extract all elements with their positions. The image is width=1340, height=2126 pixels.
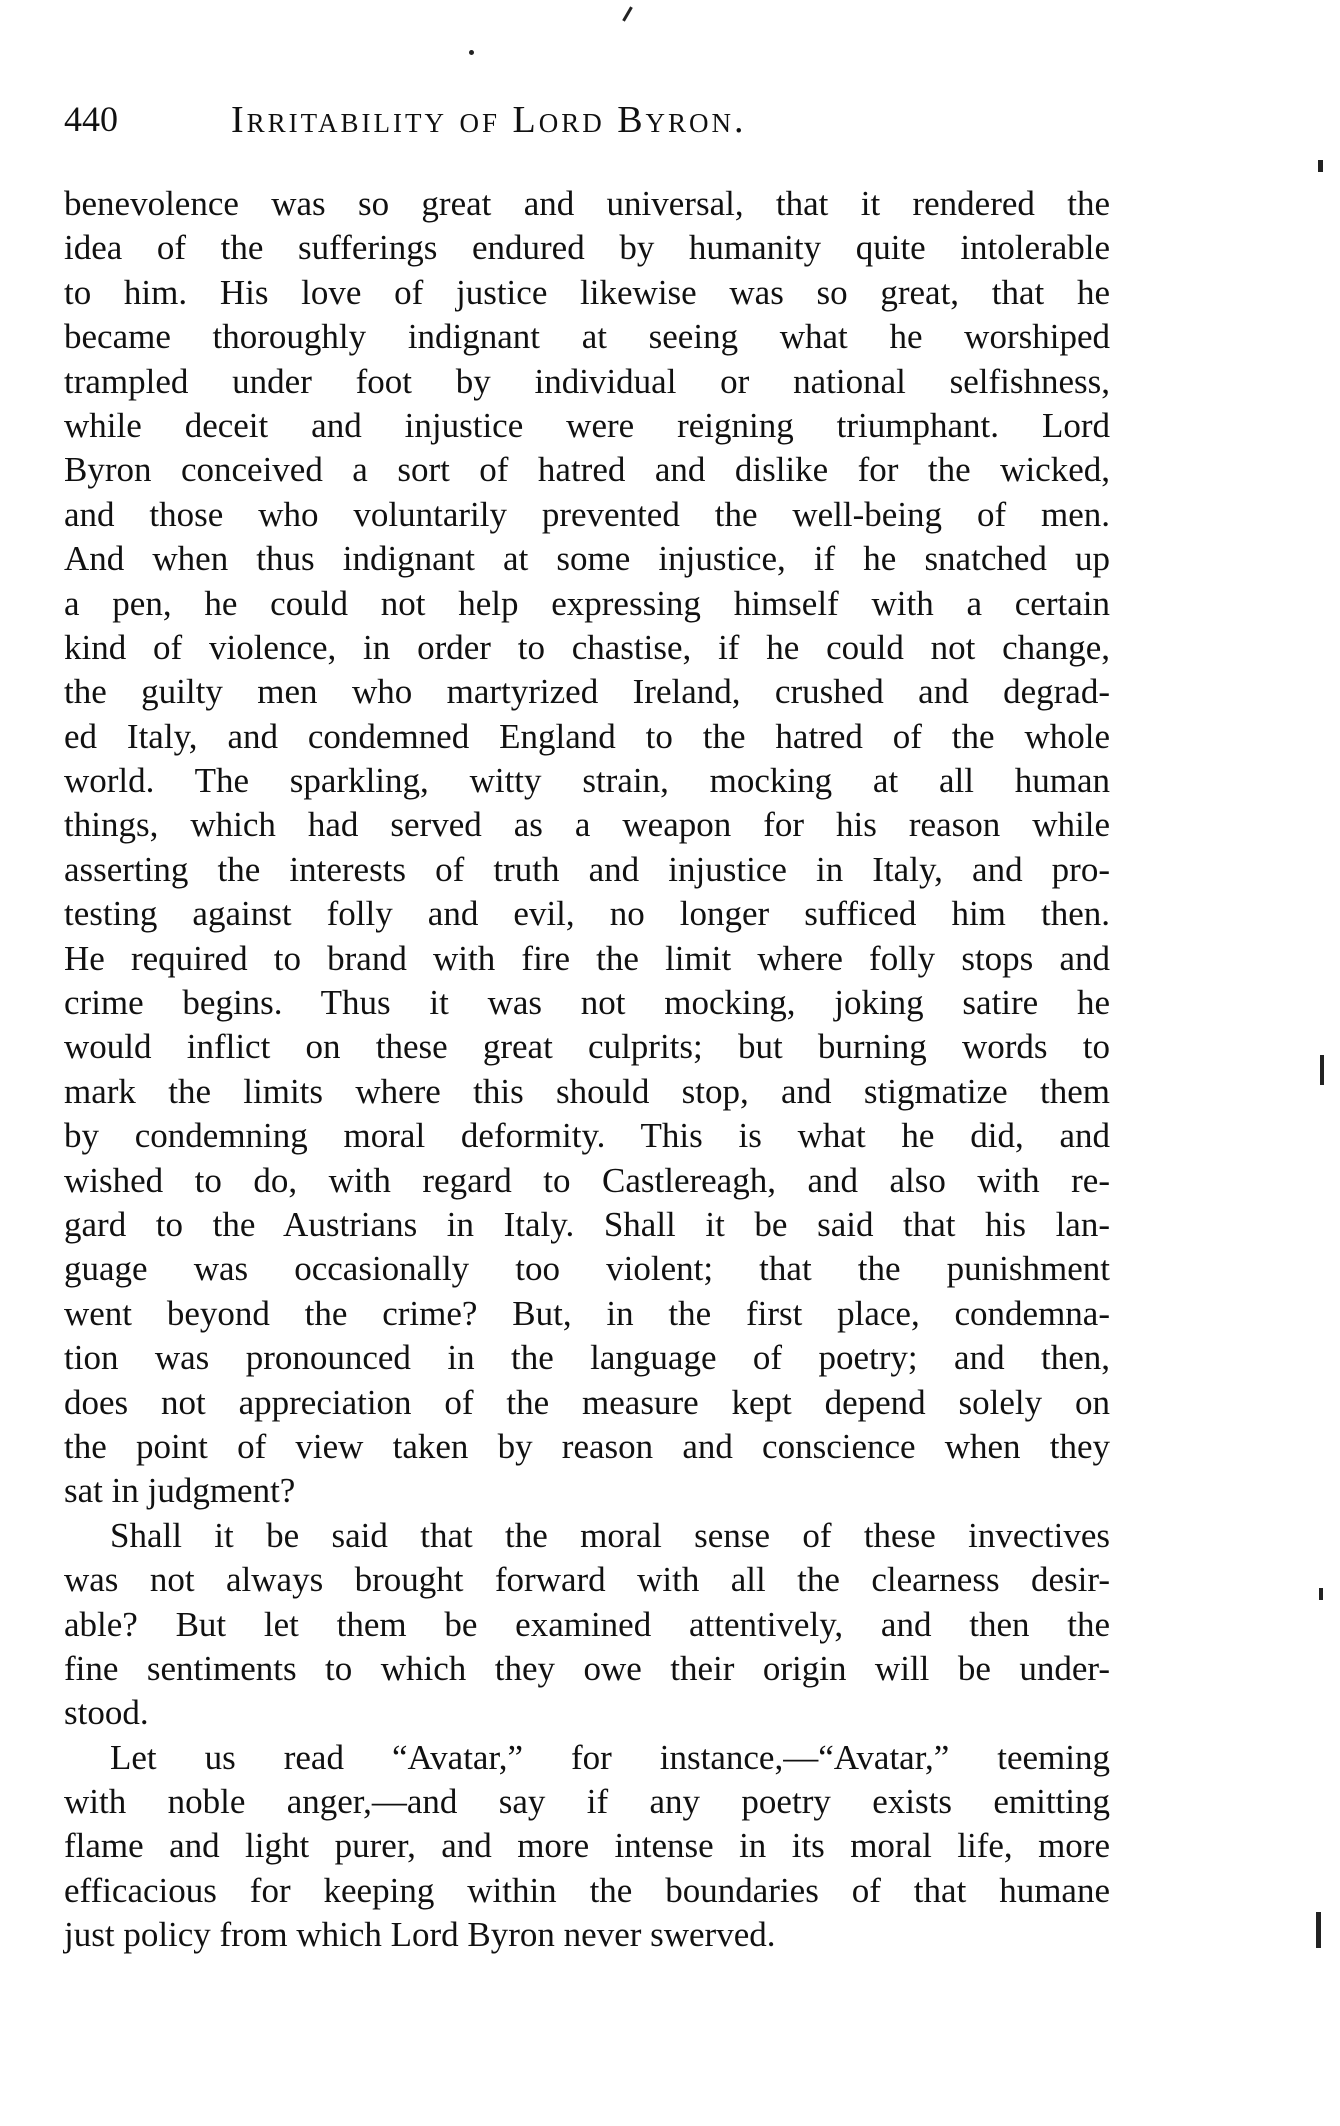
margin-mark bbox=[1318, 160, 1323, 172]
text-line: He required to brand with fire the limit where folly stops and bbox=[64, 938, 1110, 978]
paragraph bbox=[64, 1736, 1110, 1958]
text-line: Shall it be said that the moral sense of these invectives bbox=[110, 1515, 1110, 1555]
text-line: with noble anger,—and say if any poetry exists emitting bbox=[64, 1782, 1110, 1822]
text-line: things, which had served as a weapon for his reason while bbox=[64, 805, 1110, 845]
page-number: 440 bbox=[64, 99, 118, 139]
text-line: a pen, he could not help expressing himself with a certain bbox=[64, 583, 1110, 623]
margin-mark bbox=[1316, 1912, 1321, 1948]
text-line: efficacious for keeping within the boundaries of that humane bbox=[64, 1870, 1110, 1910]
text-line: went beyond the crime? But, in the first place, condemna- bbox=[64, 1293, 1110, 1333]
text-line: the point of view taken by reason and conscience when they bbox=[64, 1426, 1110, 1466]
paragraph bbox=[64, 182, 1110, 1514]
text-line: while deceit and injustice were reigning triumphant. Lord bbox=[64, 405, 1110, 445]
text-line: tion was pronounced in the language of poetry; and then, bbox=[64, 1338, 1110, 1378]
text-line: Byron conceived a sort of hatred and dislike for the wicked, bbox=[64, 450, 1110, 490]
text-line: guage was occasionally too violent; that the punishment bbox=[64, 1249, 1110, 1289]
text-line: kind of violence, in order to chastise, if he could not change, bbox=[64, 627, 1110, 667]
text-line: able? But let them be examined attentively, and then the bbox=[64, 1604, 1110, 1644]
running-title: Irritability of Lord Byron. bbox=[231, 99, 747, 141]
text-line: benevolence was so great and universal, that it rendered the bbox=[64, 184, 1110, 223]
text-line: gard to the Austrians in Italy. Shall it be said that his lan- bbox=[64, 1204, 1110, 1244]
text-line: sat in judgment? bbox=[64, 1471, 296, 1511]
text-line: would inflict on these great culprits; but burning words to bbox=[64, 1027, 1110, 1067]
text-line: fine sentiments to which they owe their origin will be under- bbox=[64, 1648, 1110, 1688]
text-line: asserting the interests of truth and injustice in Italy, and pro- bbox=[64, 849, 1110, 889]
page-header bbox=[64, 98, 1110, 148]
paragraph bbox=[64, 1514, 1110, 1736]
text-line: trampled under foot by individual or national selfishness, bbox=[64, 361, 1110, 401]
text-line: was not always brought forward with all the clearness desir- bbox=[64, 1560, 1110, 1600]
text-line: crime begins. Thus it was not mocking, joking satire he bbox=[64, 983, 1110, 1023]
text-line: does not appreciation of the measure kept depend solely on bbox=[64, 1382, 1110, 1422]
text-line: stood. bbox=[64, 1693, 149, 1733]
ink-stroke-mark bbox=[622, 6, 633, 21]
text-line: to him. His love of justice likewise was so great, that he bbox=[64, 272, 1110, 312]
margin-mark bbox=[1320, 1055, 1324, 1085]
text-line: Let us read “Avatar,” for instance,—“Avatar,” teeming bbox=[110, 1737, 1110, 1777]
text-line: and those who voluntarily prevented the well-being of men. bbox=[64, 494, 1110, 534]
page-body bbox=[64, 182, 1110, 1958]
text-line: idea of the sufferings endured by humanity quite intolerable bbox=[64, 228, 1110, 268]
text-line: ed Italy, and condemned England to the hatred of the whole bbox=[64, 716, 1110, 756]
text-line: wished to do, with regard to Castlereagh, and also with re- bbox=[64, 1160, 1110, 1200]
text-line: just policy from which Lord Byron never swerved. bbox=[64, 1915, 776, 1955]
text-line: flame and light purer, and more intense in its moral life, more bbox=[64, 1826, 1110, 1866]
text-line: by condemning moral deformity. This is what he did, and bbox=[64, 1116, 1110, 1156]
margin-mark bbox=[1319, 1588, 1323, 1600]
text-line: And when thus indignant at some injustice, if he snatched up bbox=[64, 539, 1110, 579]
text-line: world. The sparkling, witty strain, mocking at all human bbox=[64, 761, 1110, 801]
text-line: mark the limits where this should stop, and stigmatize them bbox=[64, 1071, 1110, 1111]
text-line: testing against folly and evil, no longer sufficed him then. bbox=[64, 894, 1110, 934]
text-line: the guilty men who martyrized Ireland, crushed and degrad- bbox=[64, 672, 1110, 712]
text-line: became thoroughly indignant at seeing what he worshiped bbox=[64, 317, 1110, 357]
ink-dot-mark bbox=[469, 50, 474, 55]
